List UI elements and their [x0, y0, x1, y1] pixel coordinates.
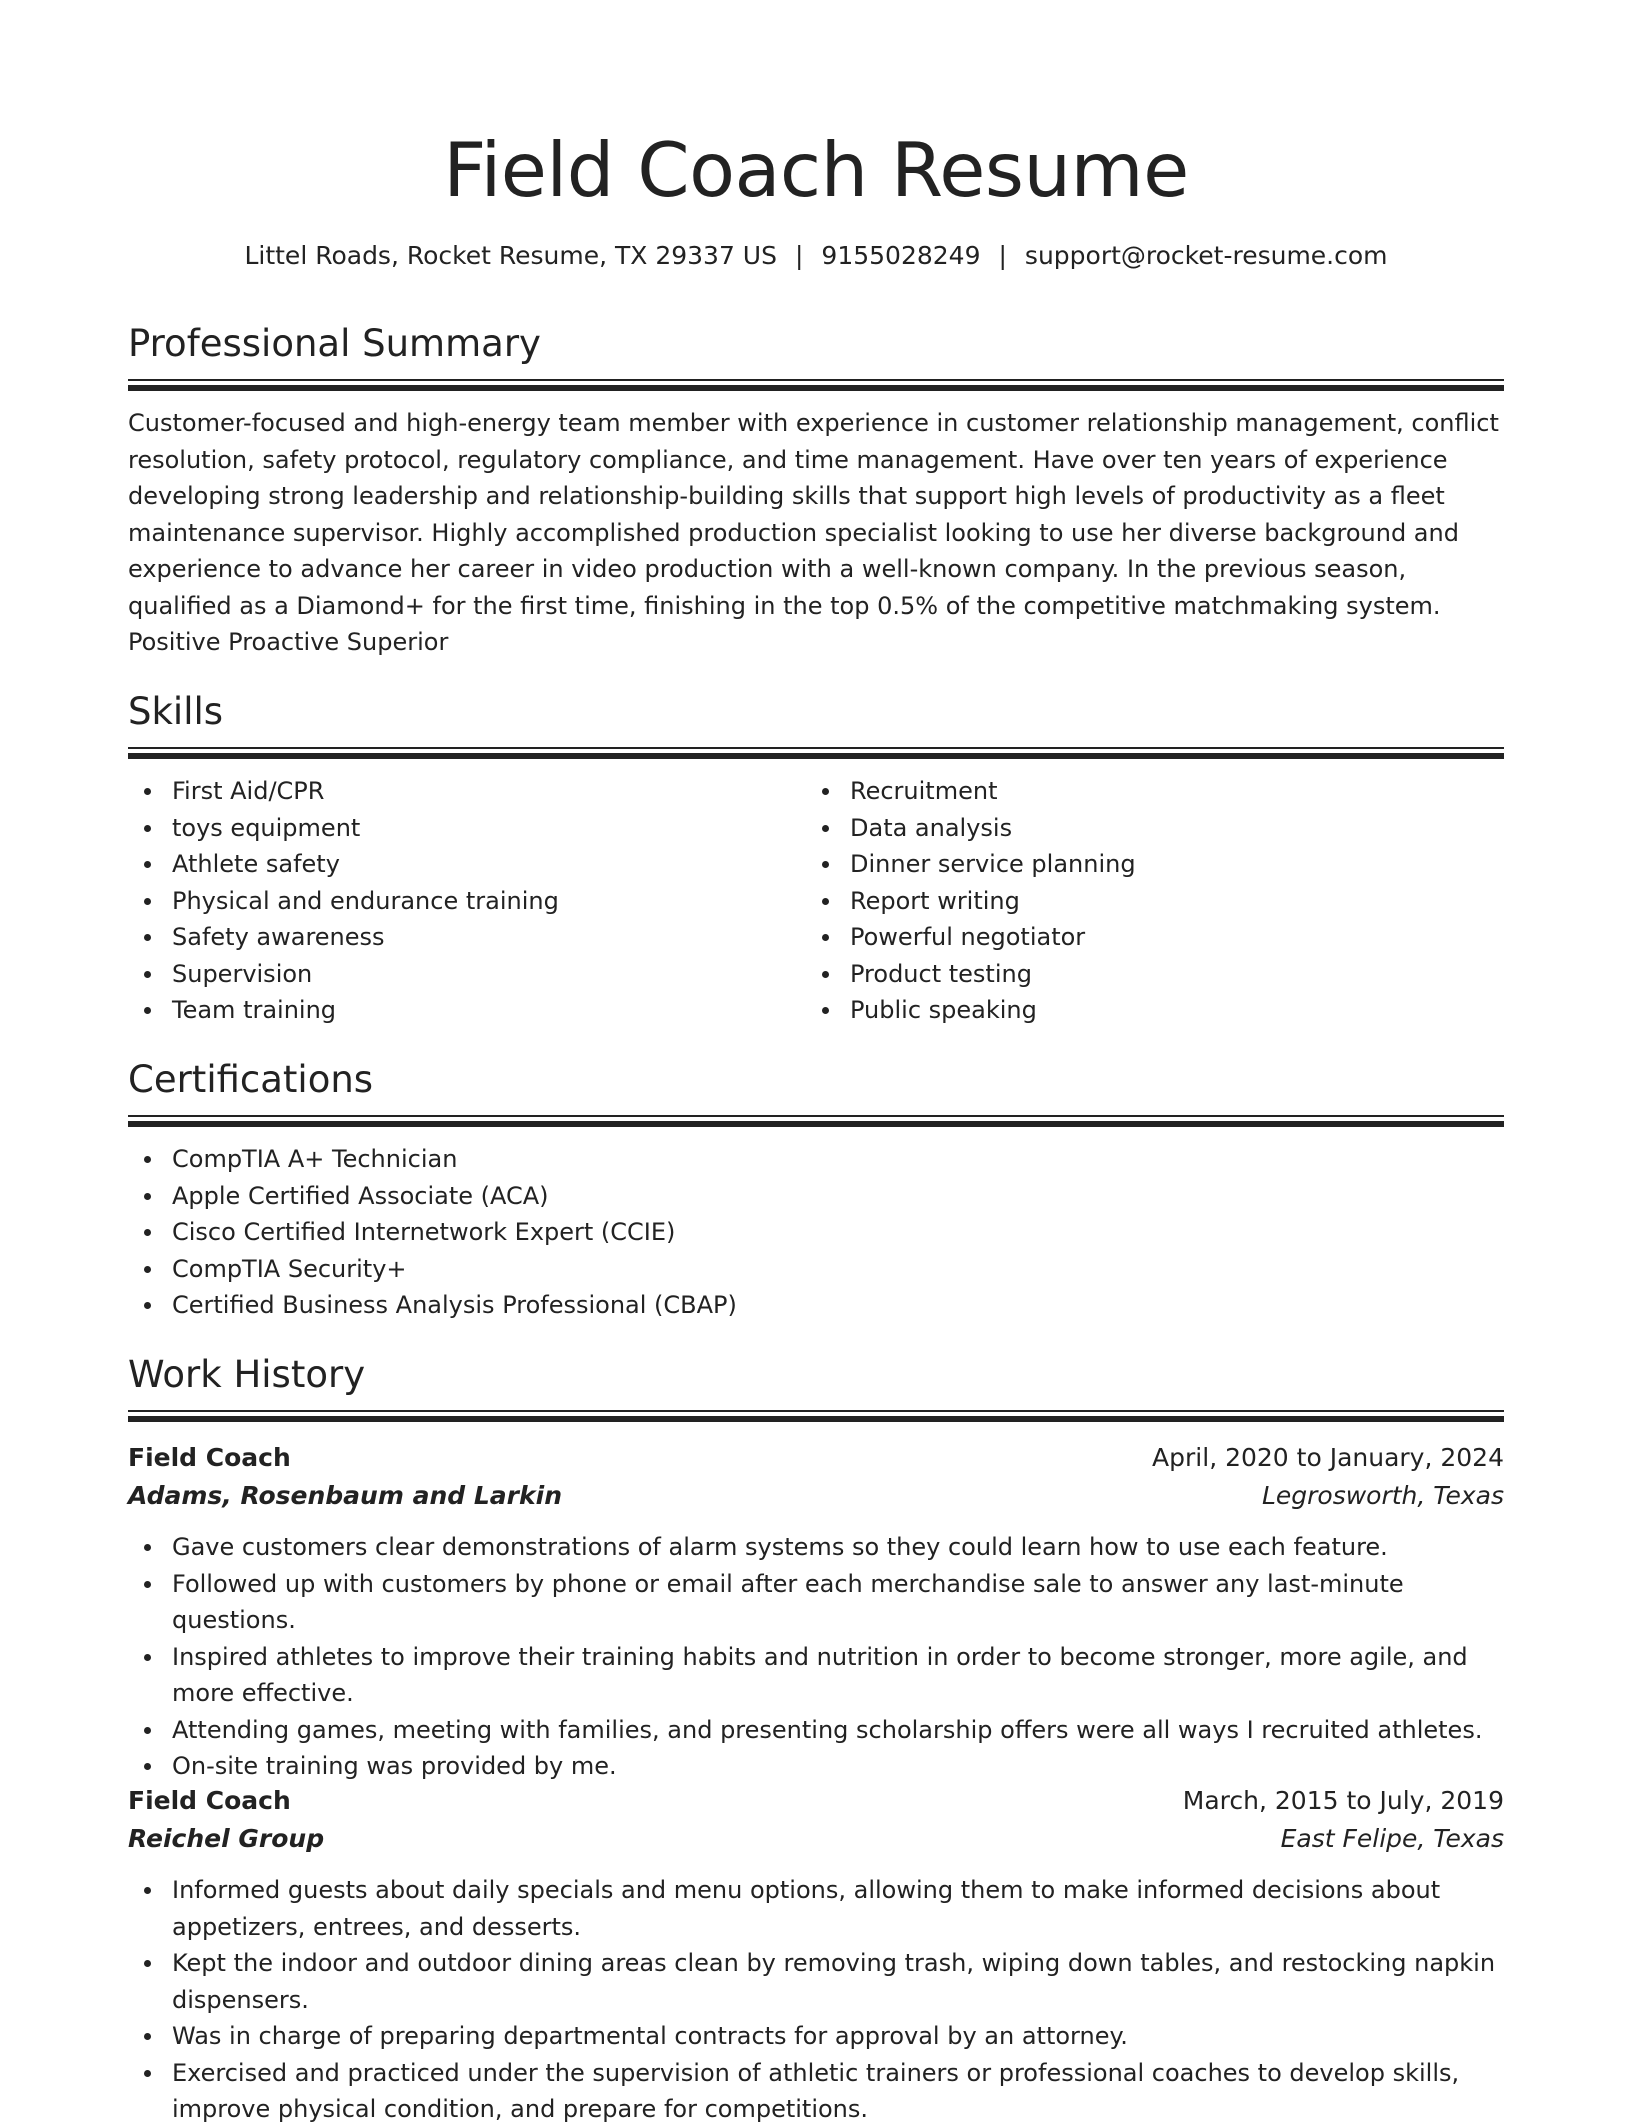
job-header-row	[128, 1782, 1504, 1820]
job-title: Field Coach	[128, 1443, 291, 1472]
skills-right-list	[806, 773, 1484, 1029]
job-bullet: On-site training was provided by me.	[128, 1748, 1504, 1785]
job-header-row	[128, 1439, 1504, 1477]
certifications-heading: Certifications	[128, 1058, 374, 1101]
section-divider-thick	[128, 753, 1504, 759]
skill-item: Report writing	[806, 883, 1484, 920]
summary-heading: Professional Summary	[128, 322, 541, 365]
job-bullet-list	[128, 1872, 1504, 2128]
job-bullet: Followed up with customers by phone or email after each merchandise sale to answer any last-minute questions.	[128, 1566, 1504, 1639]
section-divider	[128, 1410, 1504, 1412]
summary-text: Customer-focused and high-energy team member with experience in customer relationship management, conflict resolution, safety protocol, regulatory compliance, and time management. Have over ten years of experience developing strong leadership and relationship-building skills that support high levels of productivity as a fleet maintenance supervisor. Highly accomplished production specialist looking to use her diverse background and experience to advance her career in video production with a well-known company. In the previous season, qualified as a Diamond+ for the first time, finishing in the top 0.5% of the competitive matchmaking system. Positive Proactive Superior	[128, 409, 1499, 656]
skills-section	[128, 686, 1504, 1029]
skill-item: Dinner service planning	[806, 846, 1484, 883]
job-dates: March, 2015 to July, 2019	[1182, 1786, 1504, 1815]
skills-heading: Skills	[128, 690, 224, 733]
job-bullet: Informed guests about daily specials and menu options, allowing them to make informed decisions about appetizers, entrees, and desserts.	[128, 1872, 1504, 1945]
contact-separator: |	[998, 241, 1007, 270]
summary-section	[128, 318, 1504, 661]
skill-item: Public speaking	[806, 992, 1484, 1029]
certifications-list	[128, 1141, 1504, 1324]
skills-columns	[128, 773, 1504, 1029]
skill-item: Powerful negotiator	[806, 919, 1484, 956]
skill-item: Data analysis	[806, 810, 1484, 847]
skills-left-list	[128, 773, 806, 1029]
certification-item: Apple Certified Associate (ACA)	[128, 1178, 1504, 1215]
skill-item: Physical and endurance training	[128, 883, 806, 920]
job-entry	[128, 1439, 1504, 1785]
work-history-heading: Work History	[128, 1353, 366, 1396]
job-bullet: Was in charge of preparing departmental contracts for approval by an attorney.	[128, 2018, 1504, 2055]
skill-item: First Aid/CPR	[128, 773, 806, 810]
contact-line	[128, 238, 1504, 274]
certification-item: CompTIA Security+	[128, 1251, 1504, 1288]
job-employer: Adams, Rosenbaum and Larkin	[128, 1481, 562, 1510]
job-title: Field Coach	[128, 1786, 291, 1815]
section-divider	[128, 1115, 1504, 1117]
contact-address: Littel Roads, Rocket Resume, TX 29337 US	[244, 241, 777, 270]
skill-item: Product testing	[806, 956, 1484, 993]
job-employer: Reichel Group	[128, 1824, 325, 1853]
job-bullet-list	[128, 1529, 1504, 1785]
certification-item: CompTIA A+ Technician	[128, 1141, 1504, 1178]
skill-item: Recruitment	[806, 773, 1484, 810]
job-location: East Felipe, Texas	[1280, 1824, 1504, 1853]
job-employer-row	[128, 1820, 1504, 1858]
certifications-section	[128, 1054, 1504, 1324]
skill-item: toys equipment	[128, 810, 806, 847]
job-entry	[128, 1782, 1504, 2128]
job-bullet: Attending games, meeting with families, and presenting scholarship offers were all ways I recruited athletes.	[128, 1712, 1504, 1749]
section-divider-thick	[128, 385, 1504, 391]
job-bullet: Gave customers clear demonstrations of alarm systems so they could learn how to use each feature.	[128, 1529, 1504, 1566]
certification-item: Cisco Certified Internetwork Expert (CCIE)	[128, 1214, 1504, 1251]
section-divider	[128, 379, 1504, 381]
job-location: Legrosworth, Texas	[1261, 1481, 1504, 1510]
skill-item: Supervision	[128, 956, 806, 993]
section-divider	[128, 747, 1504, 749]
certification-item: Certified Business Analysis Professional (CBAP)	[128, 1287, 1504, 1324]
contact-email: support@rocket-resume.com	[1024, 241, 1388, 270]
skill-item: Team training	[128, 992, 806, 1029]
job-bullet: Inspired athletes to improve their training habits and nutrition in order to become stronger, more agile, and more effective.	[128, 1639, 1504, 1712]
section-divider-thick	[128, 1121, 1504, 1127]
job-bullet: Kept the indoor and outdoor dining areas clean by removing trash, wiping down tables, and restocking napkin dispensers.	[128, 1945, 1504, 2018]
skill-item: Safety awareness	[128, 919, 806, 956]
contact-phone: 9155028249	[821, 241, 981, 270]
section-divider-thick	[128, 1416, 1504, 1422]
work-history-section	[128, 1349, 1504, 1422]
job-employer-row	[128, 1477, 1504, 1515]
job-bullet: Exercised and practiced under the supervision of athletic trainers or professional coaches to develop skills, improve physical condition, and prepare for competitions.	[128, 2055, 1504, 2128]
contact-separator: |	[794, 241, 804, 270]
page-title: Field Coach Resume	[443, 126, 1189, 214]
job-dates: April, 2020 to January, 2024	[1152, 1443, 1504, 1472]
skill-item: Athlete safety	[128, 846, 806, 883]
